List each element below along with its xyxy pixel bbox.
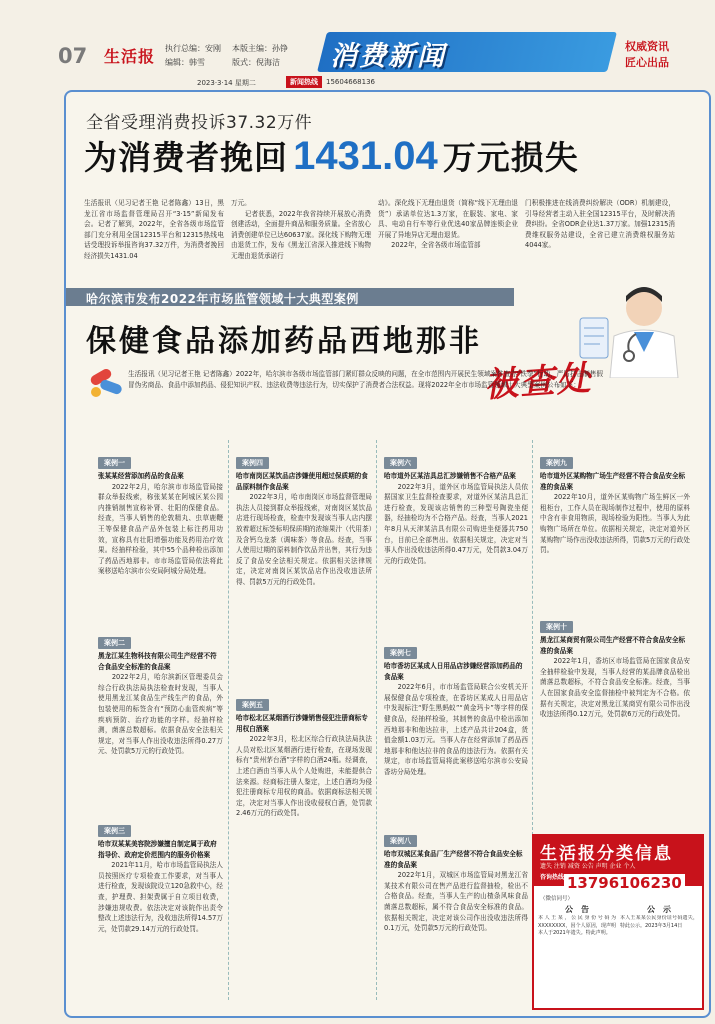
case-7 <box>384 640 528 850</box>
page-header <box>0 0 715 87</box>
case-body: 2022年1月，香坊区市场监管局在国家食品安全抽样检验中发现，当事人经营的某品牌食品检出菌落总数超标，不符合食品安全标准。经查，当事人在国家食品安全监督抽检中被判定为不合格。依据有关规定，决定对黑龙江某商贸有限公司作出没收违法所得0.12万元，处罚款6万元的行政处罚。 <box>540 657 690 719</box>
hotline-badge: 新闻热线 <box>286 76 322 88</box>
case-tag: 案例八 <box>384 835 417 847</box>
case-tag: 案例七 <box>384 647 417 659</box>
case-title: 哈市道外区某购物广场生产经营不符合食品安全标准的食品案 <box>540 472 686 491</box>
exec-editor: 执行总编：安刚 <box>165 44 221 53</box>
case-body: 2022年2月，哈尔滨市市场监管局接群众举报线索，称张某某在阿城区某公园内推销制售宣称补肾、壮阳的保健食品。经查，当事人销售的伦敦精丸、虫草鹿鞭王等保健食品产品外包装上标注药用功效，宣称具有壮阳增强功能及药用治疗效果。经抽样检验，其中55个品种检出添加了药品西地那非。市市场监管局依法将此案移送哈尔滨市公安局阿城分局处理。 <box>98 482 223 576</box>
slogan-1: 权威资讯 <box>625 40 669 53</box>
column-divider-3 <box>532 440 533 835</box>
case-tag: 案例三 <box>98 825 131 837</box>
slogan-2: 匠心出品 <box>625 56 669 69</box>
ad-subtitle: 遗失 注销 减资 公告 声明 企业 个人 <box>540 863 636 870</box>
notice-title: 公 示 <box>647 905 671 914</box>
notice-body: 本人王某某公民身份证号码遗失，特此公示。2023年3月14日 <box>620 915 698 929</box>
story1-col-3: 动》。深化线下无理由退货（简称“线下无理由退货”）承诺单位达1.3万家，在服装、家电、家具、电动自行车等行业优选40家品牌连锁企业开展了异地异店无理由退货。 2022年，全省各级市场监管部 <box>378 199 518 250</box>
ad-title: 生活报分类信息 <box>540 844 673 864</box>
case-9 <box>540 450 690 604</box>
case-body: 2022年6月，市市场监管局联合公安机关开展保健食品专项检查，在香坊区某成人日用品店中发现标注“野生黑蚂蚁”“黄金玛卡”等字样的保健食品，经抽样检验，其制售的食品中检出添加西地那非和他达拉非，上述产品共计204盒，货值金额1.03万元。当事人存在经营添加了药品西地那非和他达拉非的食品的违法行为。依据有关规定，市市场监管局将此案移送哈尔滨市公安局香坊分局处理。 <box>384 683 528 776</box>
case-tag: 案例二 <box>98 637 131 649</box>
case-tag: 案例四 <box>236 457 269 469</box>
ad-phone: 13796106230 <box>564 874 685 892</box>
notice-body: 本人王某，公民身份号码为XXXXXXXX，因个人原因，现声明本人于2021年遗失。特此声明。 <box>538 915 616 936</box>
doctor-illustration <box>574 278 694 378</box>
classified-ad <box>532 834 704 1010</box>
issue-date: 2023·3·14 星期二 <box>197 79 256 87</box>
case-body: 2022年3月，松北区综合行政执法局执法人员对松北区某烟酒行进行检查，在现场发现标有“贵州茅台酒”字样的白酒24瓶。经调查，上述白酒由当事人从个人处购进，未能提供合法来源。经商标注册人鉴定，上述白酒均为侵犯注册商标专用权的商品。依据商标法相关规定，决定对当事人作出没收侵权白酒，处罚款2.46万元的行政处罚。 <box>236 735 372 818</box>
case-body: 2022年1月，双城区市场监管局对黑龙江省某技术有限公司在售产品进行监督抽检，检出不合格食品。经查，当事人生产的山楂条风味食品菌落总数超标，属不符合食品安全标准的食品。依据相关规定，决定对该公司作出没收违法所得0.1万元，处罚款5万元的行政处罚。 <box>384 871 528 933</box>
story1-kicker: 全省受理消费投诉37.32万件 <box>86 113 313 133</box>
case-5 <box>236 692 372 982</box>
case-8 <box>384 828 528 974</box>
story1-col-4: 门积极推进在线消费纠纷解决（ODR）机制建设，引导经营者主动入驻全国12315平台，及时解决消费纠纷。全省ODR企业达1.37万家。加强12315消费维权服务站建设，全省已建立消费维权服务站4044家。 <box>525 199 675 250</box>
case-title: 黑龙江某商贸有限公司生产经营不符合食品安全标准的食品案 <box>540 636 686 655</box>
column-divider-2 <box>376 440 377 1000</box>
case-title: 哈市香坊区某成人日用品店涉嫌经营添加药品的食品案 <box>384 662 523 681</box>
column-divider-1 <box>228 440 229 1000</box>
case-title: 张某某经营添加药品的食品案 <box>98 472 184 480</box>
case-title: 哈市双城区某食品厂生产经营不符合食品安全标准的食品案 <box>384 850 523 869</box>
story1-col-1: 生活报讯（见习记者王艳 记者陈鑫）13日，黑龙江省市场监督管理局召开“3·15”新闻发布会。记者了解到，2022年，全省各级市场监管部门充分利用全国12315平台和12315热线电话受理投诉举报咨询37.32万件，为消费者挽回经济损失1431.04 <box>84 199 224 260</box>
case-body: 2022年3月，哈市南岗区市场监督管理局执法人员接到群众举报线索，对南岗区某饮品店进行现场检查，检查中发现该当事人店内摆放着超过标签标明保质期的浓缩果汁（代用茶）及含钙乌龙茶（调味茶）等食品。经查，当事人使用过期的原料制作饮品并出售，其行为违反了食品安全法相关规定。依据相关法律规定，决定对南岗区某饮品店作出没收违法所得、罚款5万元的行政处罚。 <box>236 493 372 586</box>
headline-number: 1431.04 <box>293 134 438 178</box>
case-title: 黑龙江某生物科技有限公司生产经营不符合食品安全标准的食品案 <box>98 652 217 671</box>
paper-logo: 生活报 <box>104 47 156 66</box>
case-title: 哈市双某某美容院涉嫌擅自制定属于政府指导价、政府定价范围内的服务价格案 <box>98 840 217 859</box>
case-title: 哈市松北区某烟酒行涉嫌销售侵犯注册商标专用权白酒案 <box>236 714 368 733</box>
case-3 <box>98 818 223 980</box>
hotline-number: 15604668136 <box>326 78 375 86</box>
story2-lead: 生活报讯（见习记者王艳 记者陈鑫）2022年，哈尔滨市各级市场监管部门紧盯群众反映的问题，在全市范围内开展民生领域案件查办“铁拳”行动，严厉打击制售假冒伪劣商品、食品中添加药品、侵犯知识产权、违法收费等违法行为，切实保护了消费者合法权益。现将2022年全市市场监管领域十大典型案例公布如下： <box>128 370 603 389</box>
case-body: 2022年2月，哈尔滨新区管理委员会综合行政执法局执法检查时发现，当事人使用黑龙江某食品生产线生产的食品，外包装使用的标签含有“预防心血管疾病”等疾病预防、治疗功能的字样。经抽样检测，菌落总数超标。依据食品安全法相关规定，对当事人作出没收违法所得0.27万元、处罚款5万元的行政处罚。 <box>98 673 223 756</box>
case-tag: 案例六 <box>384 457 417 469</box>
case-tag: 案例五 <box>236 699 269 711</box>
stamp-text: 被查处 <box>482 358 594 406</box>
case-body: 2021年11月，哈市市场监管局执法人员按照医疗专项检查工作要求，对当事人进行检查，发现该院设立120急救中心，经查，护理费、担架费属于自立项目收费，涉嫌违规收费。依法决定对该院作出责令整改上述违法行为，没收违法所得14.57万元，处罚款29.14万元的行政处罚。 <box>98 861 223 933</box>
ad-tail: （微信同号） <box>540 896 574 902</box>
case-1 <box>98 450 223 617</box>
section-title: 消费新闻 <box>330 41 446 72</box>
case-10 <box>540 614 690 791</box>
story1-col-2: 万元。 记者获悉，2022年我省持续开展放心消费创建活动，全面提升商品和服务质量。全省放心消费创建单位已达60637家。深化线下购物无理由退货工作，发布《黑龙江省深入推进线下购物无理由退货承诺行 <box>231 199 371 260</box>
case-6 <box>384 450 528 626</box>
notice-title: 公 告 <box>565 905 589 914</box>
editor: 编辑：韩雪 <box>165 58 205 67</box>
headline-part1: 为消费者挽回 <box>84 138 288 177</box>
story1-headline <box>84 132 579 179</box>
ad-notice-2 <box>620 904 698 1007</box>
headline-part2: 万元损失 <box>442 138 579 177</box>
story2-banner-text: 哈尔滨市发布2022年市场监管领域十大典型案例 <box>86 292 359 306</box>
chief-editor: 本版主编：孙铮 <box>232 44 288 53</box>
case-2 <box>98 630 223 817</box>
case-title: 哈市南岗区某饮品店涉嫌使用超过保质期的食品原料制作食品案 <box>236 472 368 491</box>
ad-notice-1 <box>538 904 616 1007</box>
page-number: 07 <box>58 44 88 68</box>
case-tag: 案例九 <box>540 457 573 469</box>
case-body: 2022年3月，道外区市场监管局执法人员依据国家卫生监督检查要求，对道外区某洁具总汇进行检查，发现该店销售的三种型号陶瓷坐便器，经抽检均为不合格产品。经查，当事人2021年8月从天津某洁具有限公司购进坐便器共750台，目前已全部售出。依据相关规定，决定对当事人作出没收违法所得0.47万元，处罚款3.04万元的行政处罚。 <box>384 482 528 565</box>
story2-headline: 保健食品添加药品西地那非 <box>86 324 482 359</box>
pills-icon <box>86 364 126 400</box>
case-title: 哈市道外区某洁具总汇涉嫌销售不合格产品案 <box>384 472 516 480</box>
ad-hotline-label: 咨询热线 <box>540 874 565 881</box>
case-tag: 案例十 <box>540 621 573 633</box>
case-body: 2022年10月，道外区某购物广场生鲜区一外租柜台，工作人员在现场制作过程中，使用的原料中含有非食用物质，现场检验为阳性。当事人为此购物广场所在单位。依据相关规定，决定对道外区某购物广场作出没收违法所得，罚款5万元的行政处罚。 <box>540 493 690 555</box>
layout-editor: 版式：倪海洁 <box>232 58 280 67</box>
case-tag: 案例一 <box>98 457 131 469</box>
case-4 <box>236 450 372 700</box>
